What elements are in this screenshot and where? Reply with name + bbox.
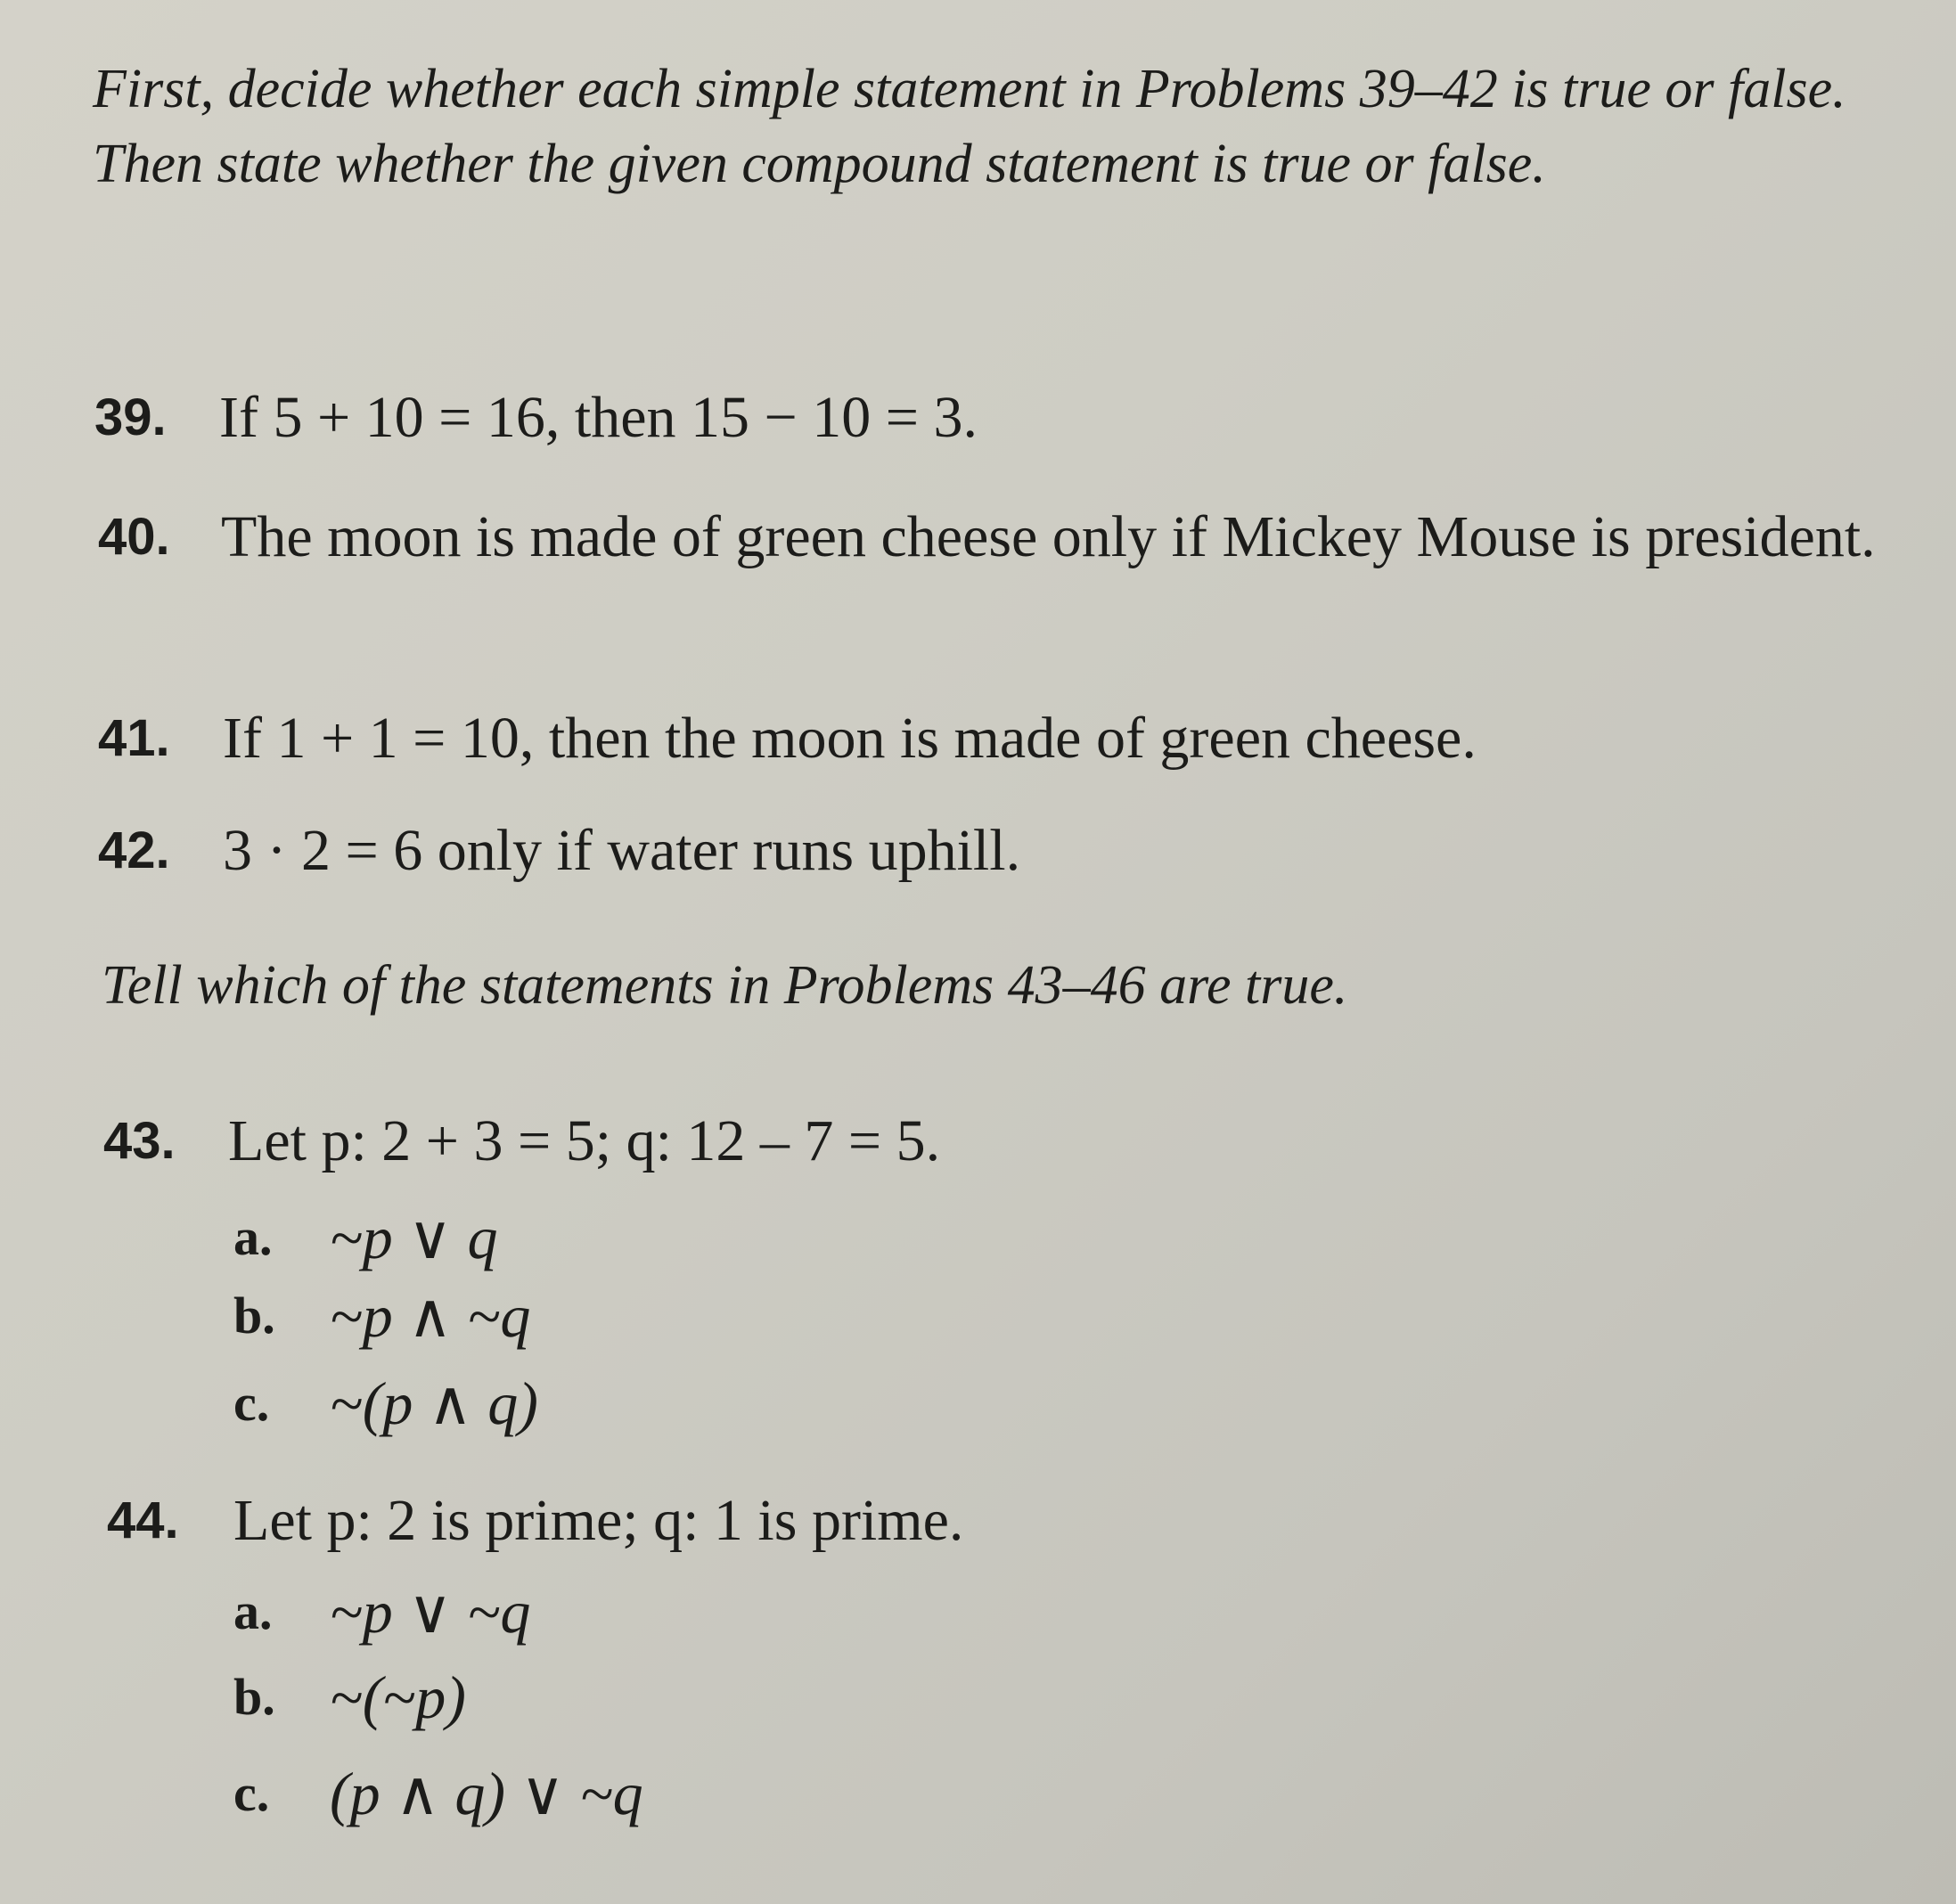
problem-number: 43.: [103, 1112, 176, 1170]
logic-expression: ~p ∨ ~q: [330, 1578, 531, 1646]
problem-number: 41.: [98, 709, 170, 767]
problem-number: 42.: [98, 821, 170, 879]
part-letter: a.: [233, 1582, 273, 1640]
problem-number: 40.: [98, 508, 170, 566]
instructions-problems-39-42: First, decide whether each simple statement in Problems 39–42 is true or false. Then state whether the given compound statement is true or false.: [93, 59, 1846, 194]
problem-text: If 5 + 10 = 16, then 15 − 10 = 3.: [219, 385, 978, 450]
part-letter: b.: [233, 1287, 275, 1344]
problem-text: Let p: 2 + 3 = 5; q: 12 – 7 = 5.: [228, 1108, 941, 1173]
logic-expression: ~p ∨ q: [330, 1204, 498, 1271]
part-letter: c.: [233, 1764, 270, 1822]
logic-expression: ~(~p): [330, 1663, 466, 1731]
problem-text: If 1 + 1 = 10, then the moon is made of green cheese.: [223, 706, 1477, 771]
logic-expression: (p ∧ q) ∨ ~q: [330, 1760, 643, 1827]
problem-number: 44.: [107, 1491, 179, 1549]
problem-text: 3 · 2 = 6 only if water runs uphill.: [223, 818, 1021, 883]
part-letter: b.: [233, 1668, 275, 1726]
problem-text: The moon is made of green cheese only if Mickey Mouse is president.: [221, 504, 1876, 569]
problem-text: Let p: 2 is prime; q: 1 is prime.: [233, 1488, 964, 1553]
part-letter: c.: [233, 1374, 270, 1432]
logic-expression: ~(p ∧ q): [330, 1369, 538, 1437]
problem-number: 39.: [94, 388, 167, 446]
part-letter: a.: [233, 1208, 273, 1266]
instructions-problems-43-46: Tell which of the statements in Problems 43–46 are true.: [102, 955, 1348, 1016]
logic-expression: ~p ∧ ~q: [330, 1282, 531, 1350]
